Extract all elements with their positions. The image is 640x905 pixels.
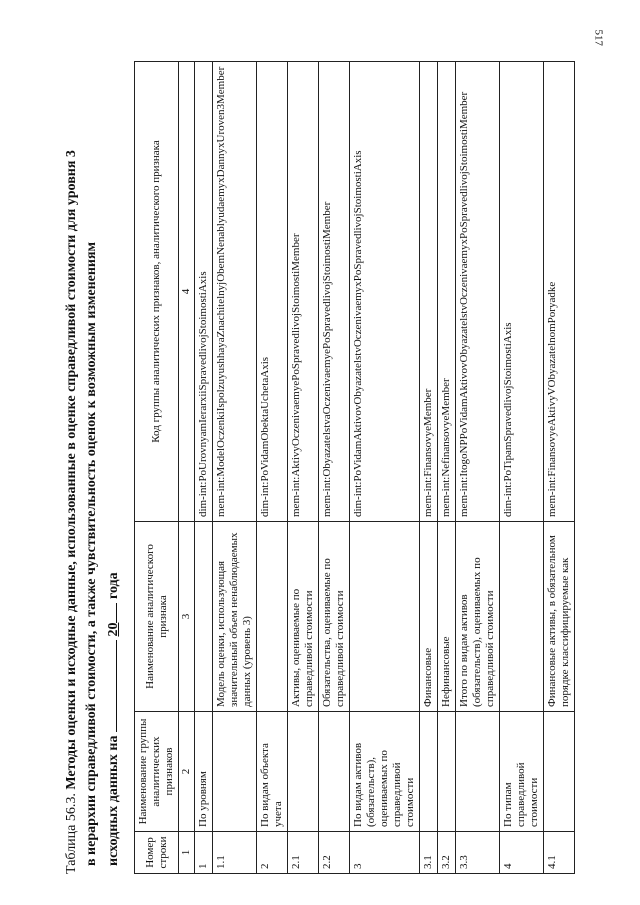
- attribute-code: mem-int:FinansovyeAktivyVObyazatelnomPoryadke: [544, 62, 575, 522]
- column-number: 4: [179, 62, 195, 522]
- year-prefix: 20: [106, 622, 121, 637]
- table-row: [213, 62, 257, 874]
- group-name: По видам активов (обязательств), оцениваемых по справедливой стоимости: [350, 712, 420, 832]
- group-name: По видам объекта учета: [257, 712, 288, 832]
- row-number: 4: [500, 832, 544, 874]
- header-row-number: Номер строки: [135, 832, 179, 874]
- table-title-line-2: в иерархии справедливой стоимости, а также чувствительность оценок к возможным изменениям: [84, 241, 99, 866]
- group-name: По уровням: [195, 712, 213, 832]
- row-number: 4.1: [544, 832, 575, 874]
- group-name: [288, 712, 319, 832]
- row-number: 3: [350, 832, 420, 874]
- attribute-name: Финансовые: [420, 522, 438, 712]
- row-number: 3.3: [456, 832, 500, 874]
- group-name: [213, 712, 257, 832]
- attribute-name: Нефинансовые: [438, 522, 456, 712]
- table-row: [420, 62, 438, 874]
- attribute-code: dim-int:PoTipamSpravedlivojStoimostiAxis: [500, 62, 544, 522]
- attribute-name: Итого по видам активов (обязательств), оцениваемых по справедливой стоимости: [456, 522, 500, 712]
- row-number: 2: [257, 832, 288, 874]
- title-date-prefix: исходных данных на: [106, 735, 121, 866]
- row-number: 2.2: [319, 832, 350, 874]
- table-row: [544, 62, 575, 874]
- attribute-code: dim-int:PoUrovnyamIerarxiiSpravedlivojStoimostiAxis: [195, 62, 213, 522]
- attribute-code: mem-int:FinansovyeMember: [420, 62, 438, 522]
- attribute-code: dim-int:PoVidamObektaUchetaAxis: [257, 62, 288, 522]
- table-row: [319, 62, 350, 874]
- table-caption-prefix: Таблица 56.3.: [64, 789, 79, 874]
- table-row: [350, 62, 420, 874]
- row-number: 2.1: [288, 832, 319, 874]
- column-number-row: [179, 62, 195, 874]
- attribute-code: mem-int:NefinansovyeMember: [438, 62, 456, 522]
- column-number: 1: [179, 832, 195, 874]
- attribute-name: [350, 522, 420, 712]
- table-row: [500, 62, 544, 874]
- attribute-name: Модель оценки, использующая значительный объем ненаблюдаемых данных (уровень 3): [213, 522, 257, 712]
- table-row: [257, 62, 288, 874]
- attribute-name: Финансовые активы, в обязательном порядке классифицируемые как: [544, 522, 575, 712]
- table-row: [438, 62, 456, 874]
- attribute-name: [257, 522, 288, 712]
- group-name: [420, 712, 438, 832]
- attribute-code: mem-int:AktivyOczenivaemyePoSpravedlivojStoimostiMember: [288, 62, 319, 522]
- title-year-suffix: года: [106, 572, 121, 600]
- attribute-name: [195, 522, 213, 712]
- table-row: [288, 62, 319, 874]
- row-number: 1.1: [213, 832, 257, 874]
- table-row: [195, 62, 213, 874]
- table-header-row: [135, 62, 179, 874]
- year-blank: [102, 603, 117, 623]
- attribute-code: dim-int:PoVidamAktivovObyazatelstvOczenivaemyxPoSpravedlivojStoimostiAxis: [350, 62, 420, 522]
- group-name: По типам справедливой стоимости: [500, 712, 544, 832]
- row-number: 3.1: [420, 832, 438, 874]
- analytic-attributes-table: [134, 61, 575, 874]
- column-number: 2: [179, 712, 195, 832]
- attribute-code: mem-int:ObyazatelstvaOczenivaemyePoSpravedlivojStoimostiMember: [319, 62, 350, 522]
- table-title-line-1: [62, 54, 82, 874]
- attribute-code: mem-int:ModelOczenkiIspolzuyushhayaZnachitelnyjObemNenablyudaemyxDannyxUroven3Member: [213, 62, 257, 522]
- rotated-page-content: [62, 54, 622, 874]
- header-attribute-name: Наименование аналитического признака: [135, 522, 179, 712]
- attribute-name: Обязательства, оцениваемые по справедливой стоимости: [319, 522, 350, 712]
- table-row: [456, 62, 500, 874]
- attribute-name: [500, 522, 544, 712]
- date-blank: [102, 640, 117, 732]
- group-name: [319, 712, 350, 832]
- header-group-name: Наименование группы аналитических признаков: [135, 712, 179, 832]
- group-name: [544, 712, 575, 832]
- group-name: [438, 712, 456, 832]
- attribute-name: Активы, оцениваемые по справедливой стоимости: [288, 522, 319, 712]
- group-name: [456, 712, 500, 832]
- page-number: 517: [592, 29, 604, 46]
- attribute-code: mem-int:ItogoNPPoVidamAktivovObyazatelstvOczenivaemyxPoSpravedlivojStoimostiMember: [456, 62, 500, 522]
- table-caption-bold: Методы оценки и исходные данные, использованные в оценке справедливой стоимости для уровня 3: [64, 150, 79, 790]
- row-number: 3.2: [438, 832, 456, 874]
- table-title-line-3: [102, 54, 124, 866]
- column-number: 3: [179, 522, 195, 712]
- row-number: 1: [195, 832, 213, 874]
- header-code: Код группы аналитических признаков, аналитического признака: [135, 62, 179, 522]
